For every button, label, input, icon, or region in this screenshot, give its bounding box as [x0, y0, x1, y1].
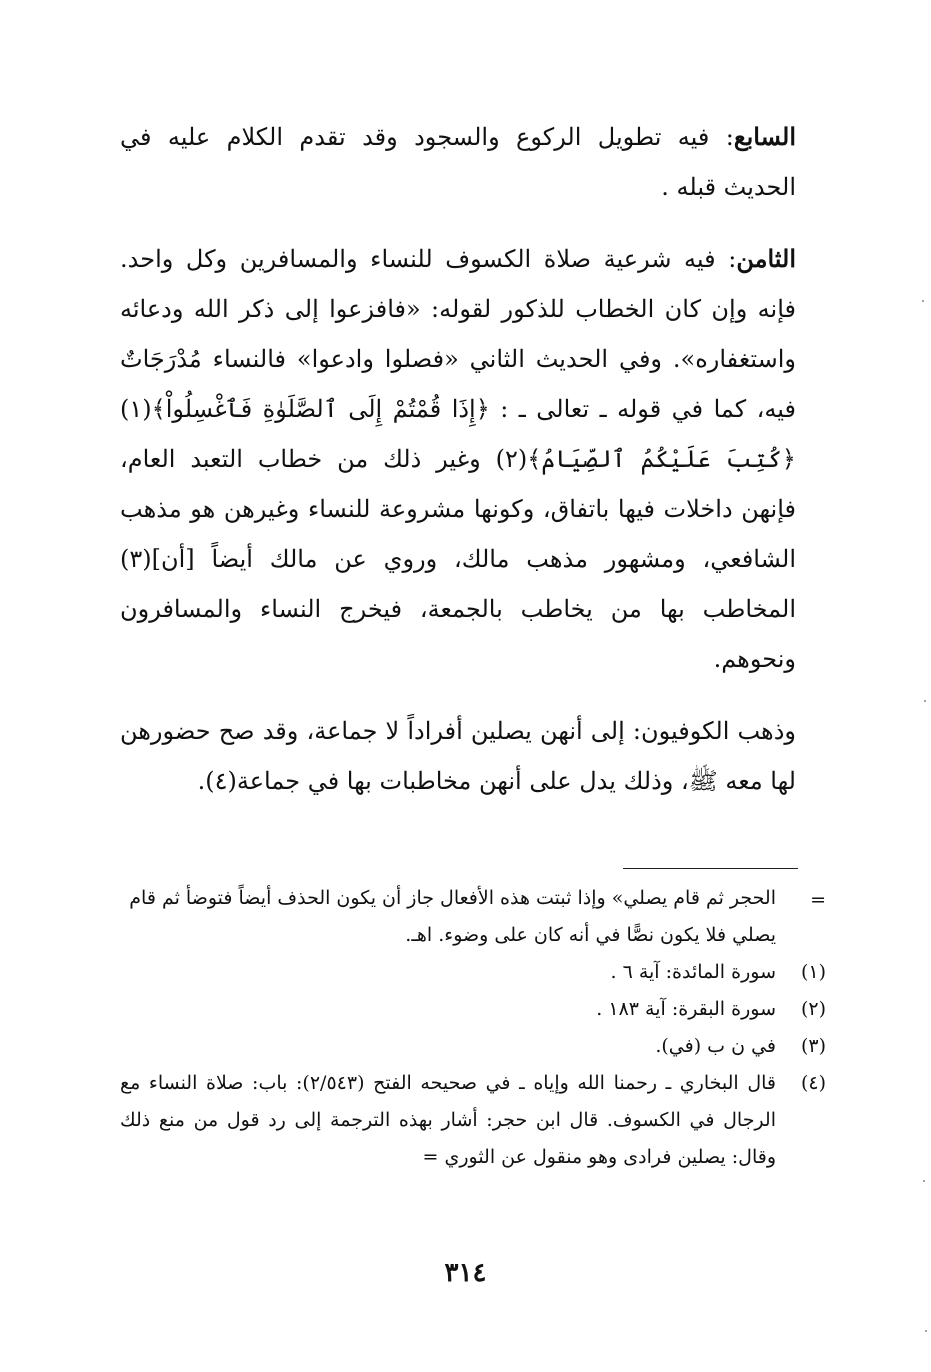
continuation-mark: =: [810, 889, 826, 911]
paragraph-kufans: [120, 706, 796, 806]
paragraph-lead: الثامن: [736, 244, 796, 273]
paragraph-body: : فيه شرعية صلاة الكسوف للنساء والمسافرين وكل واحد. فإنه وإن كان الخطاب للذكور لقوله: «فافزعوا إلى ذكر الله ودعائه واستغفاره». وفي الحديث الثاني «فصلوا وادعوا» فالنساء مُدْرَجَاتٌ فيه، كما في قوله ـ تعالى ـ : ﴿إِذَا قُمْتُمْ إِلَى ٱلصَّلَوٰةِ فَٱغْسِلُواْ﴾(١) ﴿كُتِبَ عَلَيْكُمُ ٱلصِّيَامُ﴾(٢) وغير ذلك من خطاب التعبد العام، فإنهن داخلات فيها باتفاق، وكونها مشروعة للنساء وغيرهن هو مذهب الشافعي، ومشهور مذهب مالك، وروي عن مالك أيضاً [أن](٣) المخاطب بها من يخاطب بالجمعة، فيخرج النساء والمسافرون ونحوهم.: [120, 245, 796, 673]
footnote-text: سورة المائدة: آية ٦ .: [610, 961, 776, 983]
footnotes: [120, 880, 826, 1176]
paragraph-body: : فيه تطويل الركوع والسجود وقد تقدم الكلام عليه في الحديث قبله .: [120, 123, 796, 201]
footnote-text: في ن ب (في).: [655, 1035, 776, 1057]
footnote-text: قال البخاري ـ رحمنا الله وإياه ـ في صحيحه الفتح (٢/٥٤٣): باب: صلاة النساء مع الرجال في الكسوف. قال ابن حجر: أشار بهذه الترجمة إلى رد قول من منع ذلك وقال: يصلين فرادى وهو منقول عن الثوري =: [120, 1072, 777, 1168]
main-text: [120, 112, 796, 806]
footnote-number: (٢): [800, 998, 826, 1020]
paragraph-lead: السابع: [733, 122, 796, 151]
footnote-1: [120, 954, 826, 991]
paragraph-body: وذهب الكوفيون: إلى أنهن يصلين أفراداً لا جماعة، وقد صح حضورهن لها معه ﷺ، وذلك يدل على أنهن مخاطبات بها في جماعة(٤).: [120, 717, 796, 795]
page-number: ٣١٤: [444, 1258, 487, 1288]
scan-speck: [923, 1180, 925, 1182]
footnote-separator: [623, 868, 798, 869]
scan-speck: [925, 1330, 927, 1332]
footnote-number: (٣): [800, 1035, 826, 1057]
footnote-continuation: [120, 880, 826, 954]
footnote-2: [120, 991, 826, 1028]
paragraph-seventh: [120, 112, 796, 212]
footnote-continuation-text: الحجر ثم قام يصلي» وإذا ثبتت هذه الأفعال جاز أن يكون الحذف أيضاً فتوضأ ثم قام يصلي فلا يكون نصًّا في أنه كان على وضوء. اهـ.: [129, 887, 776, 946]
scan-speck: [924, 700, 926, 702]
paragraph-eighth: [120, 234, 796, 684]
footnote-text: سورة البقرة: آية ١٨٣ .: [596, 998, 776, 1020]
scan-speck: [922, 300, 924, 302]
footnote-4: [120, 1065, 826, 1176]
footnote-number: (١): [800, 961, 826, 983]
footnote-number: (٤): [800, 1072, 826, 1094]
footnote-3: [120, 1028, 826, 1065]
